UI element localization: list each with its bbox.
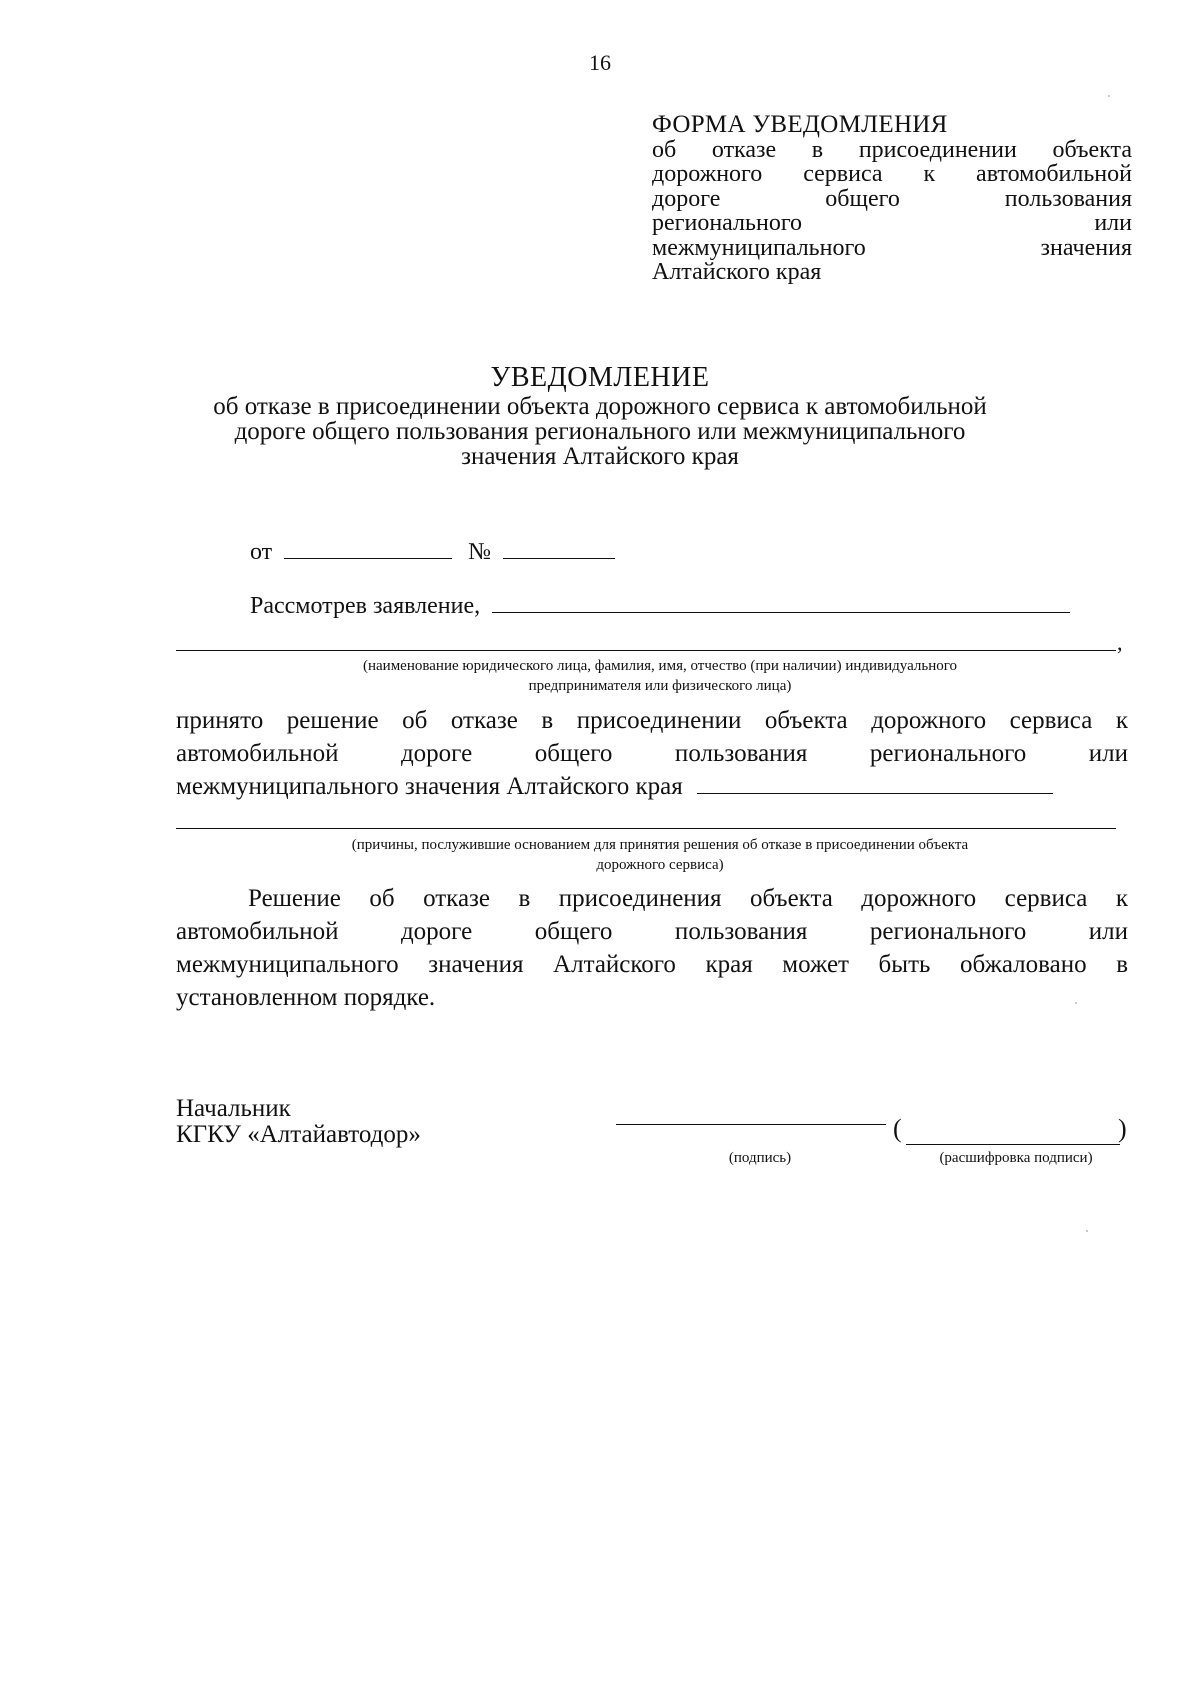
decision-line: автомобильной дороге общего пользования регионального или [176, 740, 1128, 767]
notice-subtitle-line: об отказе в присоединении объекта дорожного сервиса к автомобильной [213, 393, 987, 420]
applicant-field-continuation[interactable] [176, 650, 1116, 651]
appeal-line: межмуниципального значения Алтайского края может быть обжаловано в [176, 951, 1128, 978]
reasons-field-continuation[interactable] [176, 828, 1116, 829]
notice-subtitle-line: дороге общего пользования регионального или межмуниципального [234, 418, 966, 445]
form-heading-title: ФОРМА УВЕДОМЛЕНИЯ [652, 111, 948, 138]
applicant-caption-line: (наименование юридического лица, фамилия, имя, отчество (при наличии) индивидуального [362, 658, 958, 674]
notice-title: УВЕДОМЛЕНИЕ [490, 362, 710, 393]
number-prefix: № [468, 539, 492, 565]
reasons-field[interactable] [697, 771, 1053, 794]
applicant-field[interactable] [492, 590, 1070, 613]
applicant-caption-line: предпринимателя или физического лица) [528, 678, 792, 694]
reasons-caption-line: дорожного сервиса) [596, 857, 724, 873]
form-heading-line: межмуниципального значения [652, 234, 1132, 261]
signer-organization: КГКУ «Алтайавтодор» [176, 1121, 421, 1148]
appeal-line: Решение об отказе в присоединения объекта дорожного сервиса к [248, 885, 1128, 912]
signature-caption: (подпись) [728, 1150, 792, 1166]
signature-field[interactable] [616, 1124, 886, 1125]
date-number-line [250, 536, 615, 566]
trailing-comma: , [1117, 630, 1123, 655]
notice-subtitle-line: значения Алтайского края [461, 443, 739, 470]
page-number: 16 [589, 50, 611, 75]
decode-caption: (расшифровка подписи) [939, 1150, 1093, 1166]
applicant-caption [230, 656, 1090, 696]
decision-paragraph [176, 704, 1128, 803]
signature-decode-field[interactable] [906, 1144, 1120, 1145]
signer-block [176, 1096, 421, 1148]
reasons-caption-line: (причины, послужившие основанием для принятия решения об отказе в присоединении объекта [351, 837, 969, 853]
reviewed-line [250, 590, 1070, 620]
signer-position: Начальник [176, 1095, 291, 1122]
date-field[interactable] [284, 536, 452, 559]
decode-paren-close: ) [1118, 1114, 1127, 1143]
form-heading [652, 113, 1132, 285]
date-prefix: от [250, 539, 273, 565]
form-heading-line: Алтайского края [652, 259, 822, 285]
form-heading-line: об отказе в присоединении объекта [652, 136, 1132, 163]
decision-line: межмуниципального значения Алтайского края [176, 773, 683, 800]
notice-title-block [150, 362, 1050, 469]
appeal-line: установленном порядке. [176, 984, 436, 1011]
reasons-caption [220, 835, 1100, 875]
appeal-paragraph [176, 882, 1128, 1014]
form-heading-line: дорожного сервиса к автомобильной [652, 161, 1132, 187]
decode-paren-open: ( [893, 1114, 902, 1143]
form-heading-line: дороге общего пользования [652, 185, 1132, 212]
number-field[interactable] [503, 536, 615, 559]
decision-line: принято решение об отказе в присоединении объекта дорожного сервиса к [176, 707, 1128, 734]
scan-speck [1075, 1002, 1077, 1004]
scan-speck [1108, 95, 1110, 97]
reviewed-label: Рассмотрев заявление, [250, 593, 481, 619]
appeal-line: автомобильной дороге общего пользования регионального или [176, 918, 1128, 945]
form-heading-line: регионального или [652, 210, 1132, 236]
scan-speck [1086, 1230, 1088, 1232]
